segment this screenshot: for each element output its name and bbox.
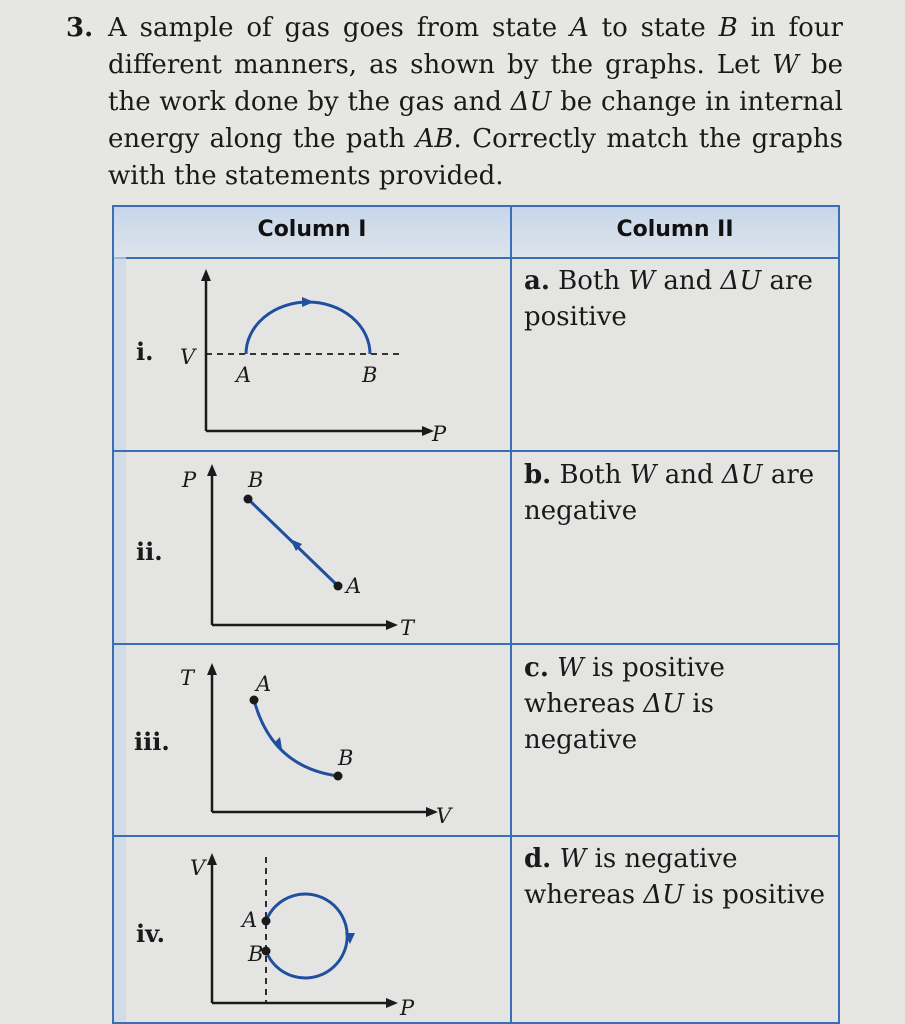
graph-iv	[114, 837, 510, 1022]
state-a-point	[250, 696, 259, 705]
process-curve	[246, 302, 370, 354]
match-table	[112, 205, 840, 1024]
row-label-ii: ii.	[136, 537, 163, 566]
graph-iii	[114, 645, 510, 835]
state-a-label: A	[242, 908, 258, 932]
state-a-label: A	[346, 574, 362, 598]
x-axis-arrow-icon	[386, 998, 398, 1008]
question-text: A sample of gas goes from state A to state B in four different manners, as shown by the graphs. Let W be the work done by the gas and ΔU be change in internal energy along the path AB. Correctly match the graphs with the statements provided.	[108, 13, 844, 191]
statement-c: c. W is positive whereas ΔU is negative	[524, 653, 725, 755]
state-a-point	[334, 582, 343, 591]
direction-arrow-icon	[302, 297, 314, 307]
x-axis-arrow-icon	[386, 620, 398, 630]
y-axis-arrow-icon	[207, 663, 217, 675]
state-b-label: B	[248, 942, 264, 966]
column-2-header: Column II	[616, 217, 734, 242]
state-b-point	[244, 495, 253, 504]
state-b-point	[334, 772, 343, 781]
statement-a: a. Both W and ΔU are positive	[524, 266, 813, 332]
table-header	[114, 207, 838, 259]
x-axis-label: V	[436, 804, 452, 828]
graph-ii	[114, 452, 510, 643]
state-a-label: A	[256, 672, 272, 696]
x-axis-label: P	[432, 422, 447, 446]
y-axis-arrow-icon	[201, 269, 211, 281]
state-b-label: B	[338, 746, 354, 770]
row-label-i: i.	[136, 337, 154, 366]
y-axis-arrow-icon	[207, 464, 217, 476]
state-b-label: B	[362, 363, 378, 387]
column-divider	[510, 207, 512, 1022]
x-axis-label: T	[400, 616, 415, 640]
process-curve	[266, 894, 347, 978]
process-curve	[254, 700, 338, 776]
row-label-iii: iii.	[134, 727, 170, 756]
y-axis-label: V	[180, 345, 196, 369]
y-axis-label: T	[180, 666, 195, 690]
statement-b: b. Both W and ΔU are negative	[524, 460, 815, 526]
x-axis-label: P	[400, 996, 415, 1020]
row-label-iv: iv.	[136, 919, 166, 948]
statement-d: d. W is negative whereas ΔU is positive	[524, 844, 825, 910]
graph-i	[114, 257, 510, 450]
state-a-label: A	[236, 363, 252, 387]
y-axis-arrow-icon	[207, 853, 217, 865]
y-axis-label: V	[190, 856, 206, 880]
question-number: 3.	[66, 13, 94, 43]
y-axis-label: P	[182, 468, 197, 492]
state-a-point	[262, 917, 271, 926]
state-b-label: B	[248, 468, 264, 492]
column-1-header: Column I	[257, 217, 367, 242]
